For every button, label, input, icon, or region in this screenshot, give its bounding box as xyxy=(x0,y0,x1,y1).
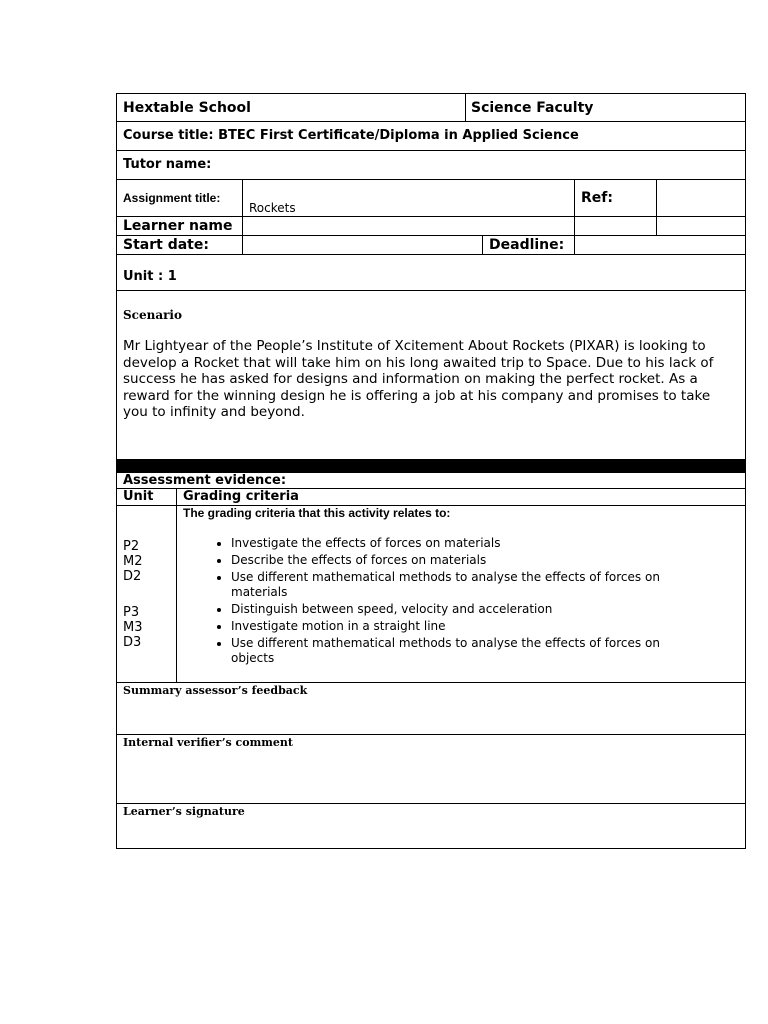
learner-name-label: Learner name xyxy=(123,218,233,234)
criteria-column-header: Grading criteria xyxy=(183,489,299,504)
course-title: Course title: BTEC First Certificate/Diploma in Applied Science xyxy=(123,128,579,143)
dates-row xyxy=(116,236,746,255)
grading-header-row xyxy=(116,489,746,506)
assessor-feedback-label: Summary assessor’s feedback xyxy=(123,684,308,697)
start-date-label: Start date: xyxy=(123,237,209,253)
criteria-intro: The grading criteria that this activity relates to: xyxy=(183,506,451,520)
criteria-item: • Investigate the effects of forces on materials xyxy=(231,536,685,551)
learner-signature-label: Learner’s signature xyxy=(123,805,245,818)
unit-code: D2 xyxy=(123,569,142,584)
section-divider xyxy=(117,459,745,473)
grading-criteria-row xyxy=(116,506,746,683)
scenario-row xyxy=(116,291,746,473)
ref-label: Ref: xyxy=(581,190,613,206)
tutor-row xyxy=(116,151,746,180)
assessment-heading: Assessment evidence: xyxy=(123,473,287,488)
tutor-name-label: Tutor name: xyxy=(123,157,212,172)
assignment-row xyxy=(116,180,746,217)
faculty-name: Science Faculty xyxy=(471,100,594,116)
unit-column-header: Unit xyxy=(123,489,154,504)
unit-code: M3 xyxy=(123,620,143,635)
verifier-comment-label: Internal verifier’s comment xyxy=(123,736,293,749)
assignment-title-label: Assignment title: xyxy=(123,191,221,205)
unit-row xyxy=(116,255,746,291)
criteria-list-wrapper xyxy=(183,536,685,668)
course-row xyxy=(116,122,746,151)
criteria-item: • Describe the effects of forces on materials xyxy=(231,553,685,568)
assessor-feedback-row xyxy=(116,683,746,735)
unit-code: P2 xyxy=(123,539,140,554)
deadline-label: Deadline: xyxy=(489,237,565,253)
unit-label: Unit : 1 xyxy=(123,269,177,284)
header-row xyxy=(116,93,746,122)
criteria-item: • Use different mathematical methods to analyse the effects of forces on materials xyxy=(231,570,685,600)
unit-code: D3 xyxy=(123,635,142,650)
learner-row xyxy=(116,217,746,236)
criteria-item: • Investigate motion in a straight line xyxy=(231,619,685,634)
unit-codes-group-2 xyxy=(123,605,143,682)
assignment-title-value: Rockets xyxy=(249,201,296,215)
assessment-heading-row xyxy=(116,473,746,489)
assignment-brief-form xyxy=(116,93,746,849)
scenario-text: Mr Lightyear of the People’s Institute of Xcitement About Rockets (PIXAR) is looking to develop a Rocket that will take him on his long awaited trip to Space. Due to his lack of success he has asked for designs and information on making the perfect rocket. As a reward for the winning design he is offering a job at his company and promises to take you to infinity and beyond. xyxy=(123,338,714,420)
criteria-list xyxy=(183,536,685,666)
unit-code: P3 xyxy=(123,605,140,620)
criteria-item: • Use different mathematical methods to analyse the effects of forces on objects xyxy=(231,636,685,666)
learner-signature-row xyxy=(116,804,746,849)
scenario-heading: Scenario xyxy=(123,308,182,322)
unit-code: M2 xyxy=(123,554,143,569)
verifier-comment-row xyxy=(116,735,746,804)
criteria-item: • Distinguish between speed, velocity and acceleration xyxy=(231,602,685,617)
school-name: Hextable School xyxy=(123,100,251,116)
